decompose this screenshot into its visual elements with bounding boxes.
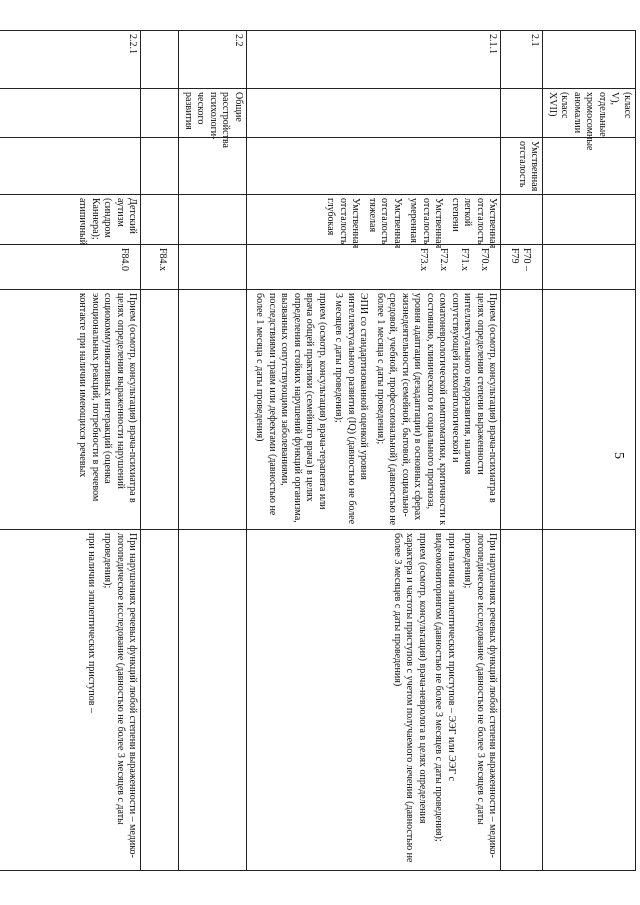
required-exam-cell — [0, 290, 141, 530]
criteria-table — [0, 30, 636, 871]
disease-class-cell — [501, 89, 543, 138]
icd-code-cell — [501, 245, 543, 290]
required-exam-cell — [179, 290, 247, 530]
additional-exam-cell-item: При нарушениях речевых функций любой степени выраженности – медико-логопедическое исследование (давностью не более 3 месяцев с даты проведения); — [102, 533, 139, 858]
diagnosis-cell — [141, 195, 179, 245]
row-number-cell — [543, 31, 636, 89]
disease-class-cell — [0, 89, 141, 138]
diagnosis-cell — [179, 195, 247, 245]
row-number-cell: 2.1 — [501, 31, 543, 89]
table-row — [501, 31, 543, 871]
required-exam-cell — [543, 290, 636, 530]
icd-code-cell-item: F84.x — [157, 248, 169, 272]
icd-code-cell — [0, 245, 141, 290]
required-exam-cell-item: ЭПИ со стандартизованной оценкой уровня интеллектуального развития (IQ) (давностью не более 3 месяцев с даты проведения); — [333, 293, 370, 525]
required-exam-cell — [501, 290, 543, 530]
diagnosis-cell — [247, 195, 502, 249]
row-number-cell: 2.1.1 — [247, 31, 502, 89]
additional-exam-cell — [501, 530, 543, 871]
diagnosis-cell-item: Умственная отсталость умеренная — [408, 198, 445, 249]
additional-exam-cell — [247, 530, 502, 871]
additional-exam-cell-item: прием (осмотр, консультация) врача-невролога в целях определения характера и частоты приступов с учетом получаемого лечения (давностью не более 3 месяцев с даты проведения) — [392, 533, 428, 863]
icd-code-cell-item: F70 – F79 — [509, 248, 533, 272]
table-row — [543, 31, 636, 871]
diagnosis-cell — [0, 195, 141, 245]
icd-code-cell — [179, 245, 247, 290]
disease-group-cell — [141, 138, 179, 195]
table-row — [141, 31, 179, 871]
row-number-cell: 2.2.1 — [0, 31, 141, 89]
diagnosis-cell — [501, 195, 543, 245]
icd-code-cell — [247, 245, 502, 290]
additional-exam-cell — [543, 530, 636, 871]
required-exam-cell — [141, 290, 179, 530]
icd-code-cell-item: F70.x — [479, 248, 491, 272]
diagnosis-cell-item: Умственная отсталость тяжелая — [367, 198, 403, 249]
required-exam-cell-item: Прием (осмотр, консультация) врача-психиатра в целях определения степени выраженности интеллектуального недоразвития, наличия сопутствующей психопатологической и соматоневрологической симптоматики, критичности к состоянию, клинического и социального прогноза, уровня адаптации (дезадаптации) в основных сферах жизнедеятельности (семейной, бытовой, социально-средовой, учебной, профессиональной) (давностью не более 1 месяца с даты проведения); — [375, 293, 499, 526]
disease-class-cell: Общие расстройства психологи-ческого развития — [179, 89, 247, 138]
disease-class-cell: (класс V), отдельные хромосомные аномалии (класс XVII) — [543, 89, 636, 138]
additional-exam-cell-item: при наличии эпилептических приступов – — [86, 533, 97, 713]
table-row — [0, 31, 141, 871]
row-number-cell — [141, 31, 179, 89]
disease-group-cell: Умственная отсталость — [501, 138, 543, 195]
icd-code-cell-item: F84.0 — [119, 248, 131, 272]
additional-exam-cell-item: При нарушениях речевых функций любой степени выраженности – медико-логопедическое исследование (давностью не более 3 месяцев с даты проведения); — [462, 533, 499, 858]
diagnosis-cell-item: Детский аутизм (синдром Каннера); атипичный — [77, 198, 139, 246]
rotated-table-sheet — [58, 30, 636, 870]
table-row — [247, 31, 502, 871]
icd-code-cell-item: F72.x — [438, 248, 450, 272]
disease-class-cell — [247, 89, 502, 138]
icd-code-cell-item: F73.x — [418, 248, 429, 272]
required-exam-cell-item: прием (осмотр, консультация) врача-терапевта или врача общей практики (семейного врача) в целях определения стойких нарушений функций организма, вызванных сопутствующими заболеваниями, последствиями травм или дефектами (давностью не более 1 месяца с даты проведения) — [254, 293, 328, 523]
row-number-cell: 2.2 — [179, 31, 247, 89]
page-number: 5 — [611, 452, 626, 459]
required-exam-cell-item: Прием (осмотр, консультация) врача-психиатра в целях определения выраженности нарушений социокоммуникативных интеракций (оценка эмоциональных реакций, потребности в речевом контакте при наличии имеющихся речевых — [77, 293, 139, 503]
icd-code-cell-item: F71.x — [459, 248, 470, 272]
additional-exam-cell — [0, 530, 141, 871]
icd-code-cell — [543, 245, 636, 290]
required-exam-cell — [247, 290, 502, 530]
additional-exam-cell-item: при наличии эпилептических приступов – ЭЭГ или ЭЭГ с видеомониторингом (давностью не более 3 месяцев с даты проведения); — [433, 533, 457, 842]
additional-exam-cell — [179, 530, 247, 871]
diagnosis-cell-item: Умственная отсталость легкой степени — [450, 198, 499, 249]
diagnosis-cell-item: Умственная отсталость глубокая — [325, 198, 362, 249]
diagnosis-cell — [543, 195, 636, 245]
disease-group-cell — [247, 138, 502, 195]
icd-code-cell — [141, 245, 179, 290]
disease-group-cell — [0, 138, 141, 195]
additional-exam-cell — [141, 530, 179, 871]
disease-group-cell — [179, 138, 247, 195]
table-row — [179, 31, 247, 871]
disease-class-cell — [141, 89, 179, 138]
